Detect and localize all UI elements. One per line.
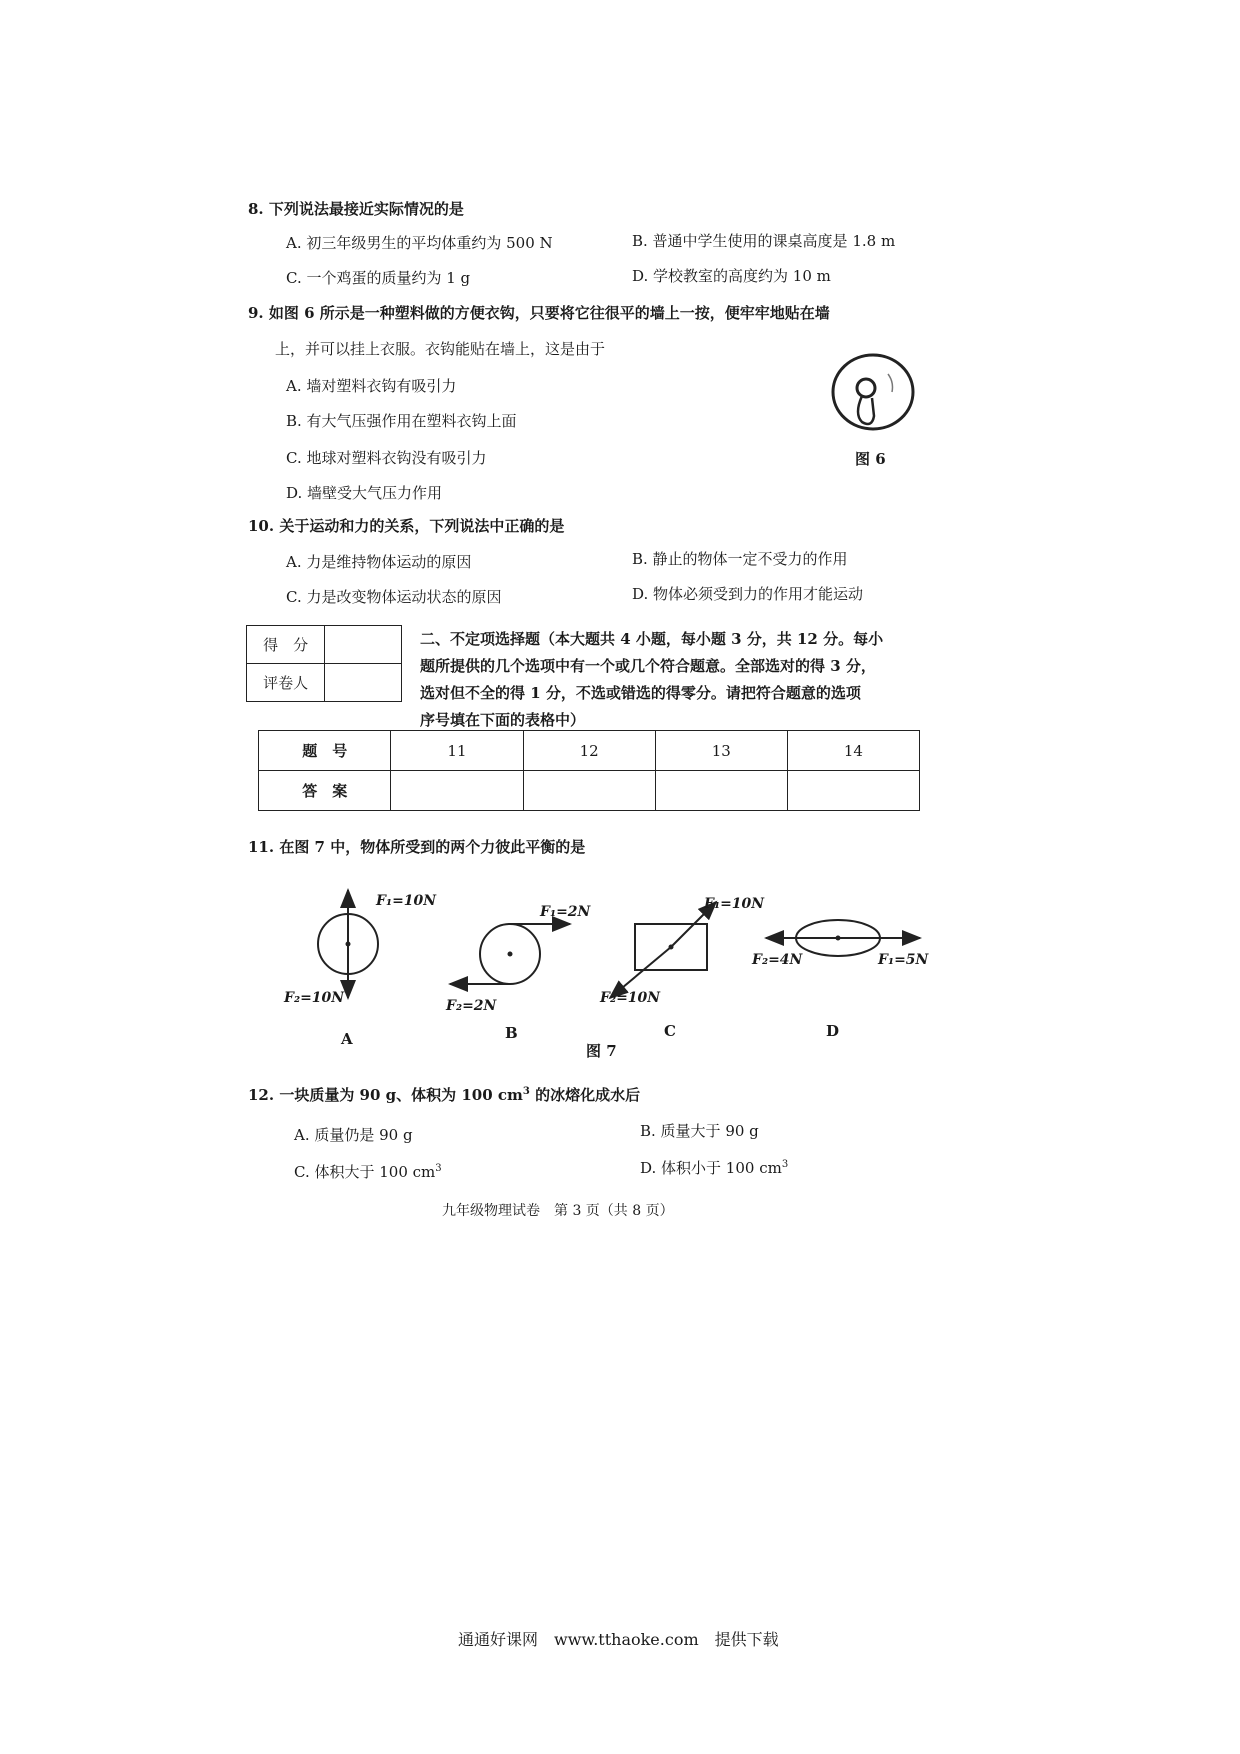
figure-7-caption: 图 7	[586, 1042, 617, 1060]
figure-6-caption: 图 6	[855, 450, 886, 468]
fig-b-f1-label: F₁=2N	[540, 904, 591, 920]
score-label: 得 分	[247, 626, 325, 664]
q9-stem-line1: 9. 如图 6 所示是一种塑料做的方便衣钩，只要将它往很平的墙上一按，便牢牢地贴在墙	[248, 304, 830, 322]
page-footer: 九年级物理试卷 第 3 页（共 8 页）	[442, 1203, 674, 1219]
question-number-13: 13	[655, 731, 787, 771]
q12-stem: 12. 一块质量为 90 g、体积为 100 $cm^3$ 的冰熔化成水后	[248, 1086, 641, 1104]
q8-option-a: A. 初三年级男生的平均体重约为 500 N	[286, 234, 553, 252]
section2-line2: 题所提供的几个选项中有一个或几个符合题意。全部选对的得 3 分，	[420, 657, 876, 675]
site-footer: 通通好课网 www.tthaoke.com 提供下载	[458, 1630, 779, 1649]
answer-cell-14[interactable]	[787, 771, 919, 811]
q12-option-b: B. 质量大于 90 g	[640, 1122, 759, 1140]
section2-line1: 二、不定项选择题（本大题共 4 小题，每小题 3 分，共 12 分。每小	[420, 630, 884, 648]
q8-option-b: B. 普通中学生使用的课桌高度是 1.8 m	[632, 232, 896, 250]
grader-cell	[325, 664, 402, 702]
fig-c-f1-label: F₁=10N	[704, 896, 765, 912]
diagram-b	[450, 924, 570, 984]
q10-option-a: A. 力是维持物体运动的原因	[286, 553, 472, 571]
diagram-a	[318, 890, 378, 998]
q10-option-d: D. 物体必须受到力的作用才能运动	[632, 585, 864, 603]
q10-option-c: C. 力是改变物体运动状态的原因	[286, 588, 502, 606]
q12-option-d: D. 体积小于 100 $cm^3$	[640, 1159, 789, 1177]
score-box	[246, 625, 402, 702]
answer-table	[258, 730, 920, 811]
score-cell	[325, 626, 402, 664]
q10-stem: 10. 关于运动和力的关系，下列说法中正确的是	[248, 517, 565, 535]
q8-option-c: C. 一个鸡蛋的质量约为 1 g	[286, 269, 471, 287]
fig-d-f2-label: F₂=4N	[752, 952, 803, 968]
question-number-label: 题 号	[259, 731, 391, 771]
q8-stem: 8. 下列说法最接近实际情况的是	[248, 200, 464, 218]
q10-option-b: B. 静止的物体一定不受力的作用	[632, 550, 848, 568]
fig-a-f1-label: F₁=10N	[376, 893, 437, 909]
section2-line4: 序号填在下面的表格中）	[420, 711, 586, 729]
question-number-14: 14	[787, 731, 919, 771]
q9-option-b: B. 有大气压强作用在塑料衣钩上面	[286, 412, 517, 430]
fig-d-letter: D	[826, 1022, 840, 1040]
fig-c-f2-label: F₂=10N	[600, 990, 661, 1006]
answer-cell-12[interactable]	[523, 771, 655, 811]
answer-label: 答 案	[259, 771, 391, 811]
fig-d-f1-label: F₁=5N	[878, 952, 929, 968]
clothes-hook-figure	[828, 352, 918, 432]
question-number-11: 11	[391, 731, 523, 771]
fig-a-f2-label: F₂=10N	[284, 990, 345, 1006]
q9-option-d: D. 墙壁受大气压力作用	[286, 484, 443, 502]
q12-option-c: C. 体积大于 100 $cm^3$	[294, 1163, 442, 1181]
section2-line3: 选对但不全的得 1 分，不选或错选的得零分。请把符合题意的选项	[420, 684, 861, 702]
q12-option-a: A. 质量仍是 90 g	[294, 1126, 413, 1144]
grader-label: 评卷人	[247, 664, 325, 702]
q9-stem-line2: 上，并可以挂上衣服。衣钩能贴在墙上，这是由于	[275, 340, 606, 358]
q9-option-a: A. 墙对塑料衣钩有吸引力	[286, 377, 457, 395]
fig-c-letter: C	[664, 1022, 676, 1040]
fig-b-letter: B	[505, 1024, 518, 1042]
diagram-c	[610, 902, 716, 998]
fig-a-letter: A	[341, 1030, 353, 1048]
diagram-d	[766, 920, 920, 956]
q11-stem: 11. 在图 7 中，物体所受到的两个力彼此平衡的是	[248, 838, 586, 856]
question-number-12: 12	[523, 731, 655, 771]
answer-cell-11[interactable]	[391, 771, 523, 811]
q8-option-d: D. 学校教室的高度约为 10 m	[632, 267, 831, 285]
q9-option-c: C. 地球对塑料衣钩没有吸引力	[286, 449, 487, 467]
answer-cell-13[interactable]	[655, 771, 787, 811]
fig-b-f2-label: F₂=2N	[446, 998, 497, 1014]
